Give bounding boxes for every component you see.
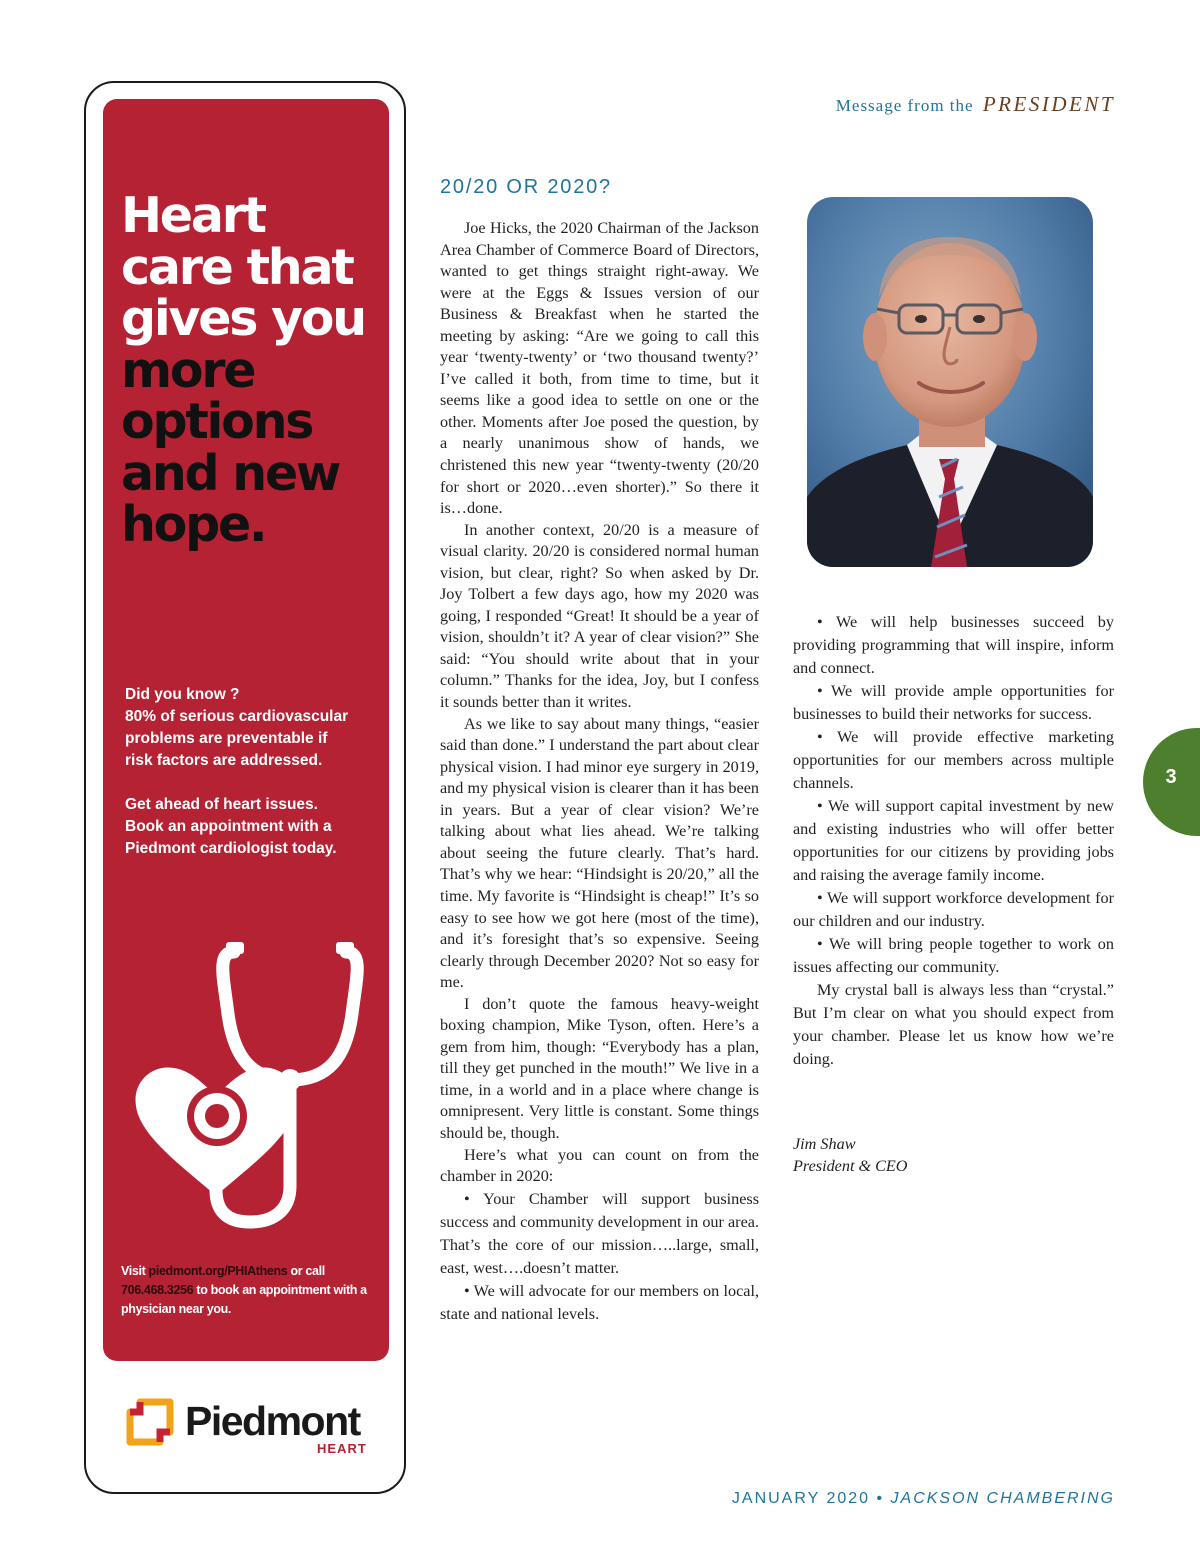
ad-visit-suffix: to book an appointment with a physician near you. [121, 1283, 367, 1316]
ad-cta-line: Piedmont cardiologist today. [125, 840, 337, 857]
article-bullet: • We will support workforce development for our children and our industry. [793, 889, 1114, 930]
ad-phone-number[interactable]: 706.468.3256 [121, 1283, 194, 1297]
stethoscope-heart-icon [130, 940, 365, 1230]
ad-fact-line: 80% of serious cardiovascular [125, 708, 349, 725]
ad-headline-line: Heart [121, 187, 265, 244]
ad-headline [121, 187, 383, 553]
ad-visit-mid: or call [287, 1264, 325, 1278]
section-header-prefix: Message from the [835, 96, 974, 115]
ad-website-link[interactable]: piedmont.org/PHIAthens [148, 1264, 288, 1278]
section-header [836, 92, 1115, 117]
article-bullet: • We will bring people together to work on issues affecting our community. [793, 935, 1114, 976]
ad-visit-prefix: Visit [121, 1264, 149, 1278]
ad-headline-line: gives you [121, 290, 365, 347]
ad-did-you-know [125, 684, 383, 882]
article-bullet: • We will provide ample opportunities for businesses to build their networks for success. [793, 682, 1114, 723]
article-title: 20/20 OR 2020? [440, 176, 612, 198]
article-paragraph: I don’t quote the famous heavy-weight boxing champion, Mike Tyson, often. Here’s a gem from him, though: “Everybody has a plan, till they get punched in the mouth!” We live in a time, in a world and in a place where change is omnipresent. Very little is constant. Some things should be, though. [440, 994, 759, 1142]
ad-cta-line: Book an appointment with a [125, 818, 332, 835]
signature-title: President & CEO [793, 1156, 908, 1175]
page-number: 3 [1165, 766, 1177, 788]
article-bullet: • Your Chamber will support business success and community development in our area. That’s the core of our mission…..large, small, east, west….doesn’t matter. [440, 1189, 759, 1277]
ad-headline-line: hope. [121, 496, 266, 553]
article-bullet: • We will advocate for our members on local, state and national levels. [440, 1281, 759, 1323]
piedmont-logo-mark [124, 1396, 176, 1448]
article-paragraph: Joe Hicks, the 2020 Chairman of the Jackson Area Chamber of Commerce Board of Directors, wanted to get things straight right-away. We were at the Eggs & Issues version of our Business & Breakfast when he started the meeting by asking: “Are we going to call this year ‘twenty-twenty’ or ‘two thousand twenty?’ I’ve called it both, from time to time, but it seems like a good idea to settle on one or the other. Moments after Joe posed the question, by a nearly unanimous show of hands, we christened this new year “twenty-twenty (20/20 for short or 2020…even shorter).” So there it is…done. [440, 219, 759, 518]
ad-fact-block [125, 684, 383, 772]
ad-headline-line: more [121, 341, 255, 399]
signature-name: Jim Shaw [793, 1135, 856, 1153]
article-bullet: • We will provide effective marketing opportunities for our members across multiple channels. [793, 728, 1114, 792]
ad-headline-line: and new [121, 444, 340, 502]
article-closing-paragraph: My crystal ball is always less than “crystal.” But I’m clear on what you should expect from your chamber. Please let us know how we’re doing. [793, 981, 1114, 1068]
piedmont-logo-name: Piedmont [185, 1398, 360, 1444]
ad-headline-line: care that [121, 238, 353, 296]
piedmont-logo-sub: HEART [317, 1441, 367, 1456]
article-bullet: • We will support capital investment by new and existing industries who will offer better opportunities for our citizens by providing jobs and raising the average family income. [793, 797, 1114, 884]
president-portrait-photo [807, 197, 1093, 567]
article-paragraph: In another context, 20/20 is a measure of visual clarity. 20/20 is considered normal human vision, but clear, right? So when asked by Dr. Joy Tolbert a few days ago, how my 2020 was going, I responded “Great! It should be a year of vision, shouldn’t it? A year of clear vision?” She said: “You should write about that in your column.” Thanks for the idea, Joy, but I confess it sounds better than it writes. [440, 520, 759, 712]
section-header-president: PRESIDENT [982, 92, 1115, 116]
ad-contact-text [121, 1262, 383, 1319]
ad-cta-block [125, 794, 383, 860]
article-column-1 [440, 218, 759, 1326]
footer-publication: JACKSON CHAMBERING [890, 1490, 1115, 1507]
ad-fact-line: Did you know ? [125, 686, 240, 703]
footer-date: JANUARY 2020 • [731, 1490, 891, 1507]
article-column-2 [793, 611, 1114, 1071]
ad-fact-line: problems are preventable if [125, 730, 328, 747]
ad-fact-line: risk factors are addressed. [125, 752, 323, 769]
article-paragraph: Here’s what you can count on from the chamber in 2020: [440, 1145, 759, 1186]
signature-block [793, 1134, 1114, 1177]
page-footer [732, 1490, 1115, 1508]
ad-headline-line: options [121, 393, 313, 450]
ad-cta-line: Get ahead of heart issues. [125, 796, 318, 813]
article-paragraph: As we like to say about many things, “easier said than done.” I understand the part about clear physical vision. I had minor eye surgery in 2019, and my physical vision is clearer than it has been in years. But a year of clear vision? We’re talking about what lies ahead. We’re talking about seeing the future clearly. That’s hard. That’s why we hear: “Hindsight is 20/20,” all the time. My favorite is “Hindsight is cheap!” It’s so easy to see how we got here (most of the time), and it’s foresight that’s so expensive. Seeing clearly through December 2020? Not so easy for me. [440, 714, 759, 992]
article-bullet: • We will help businesses succeed by providing programming that will inspire, inform and connect. [793, 613, 1114, 677]
